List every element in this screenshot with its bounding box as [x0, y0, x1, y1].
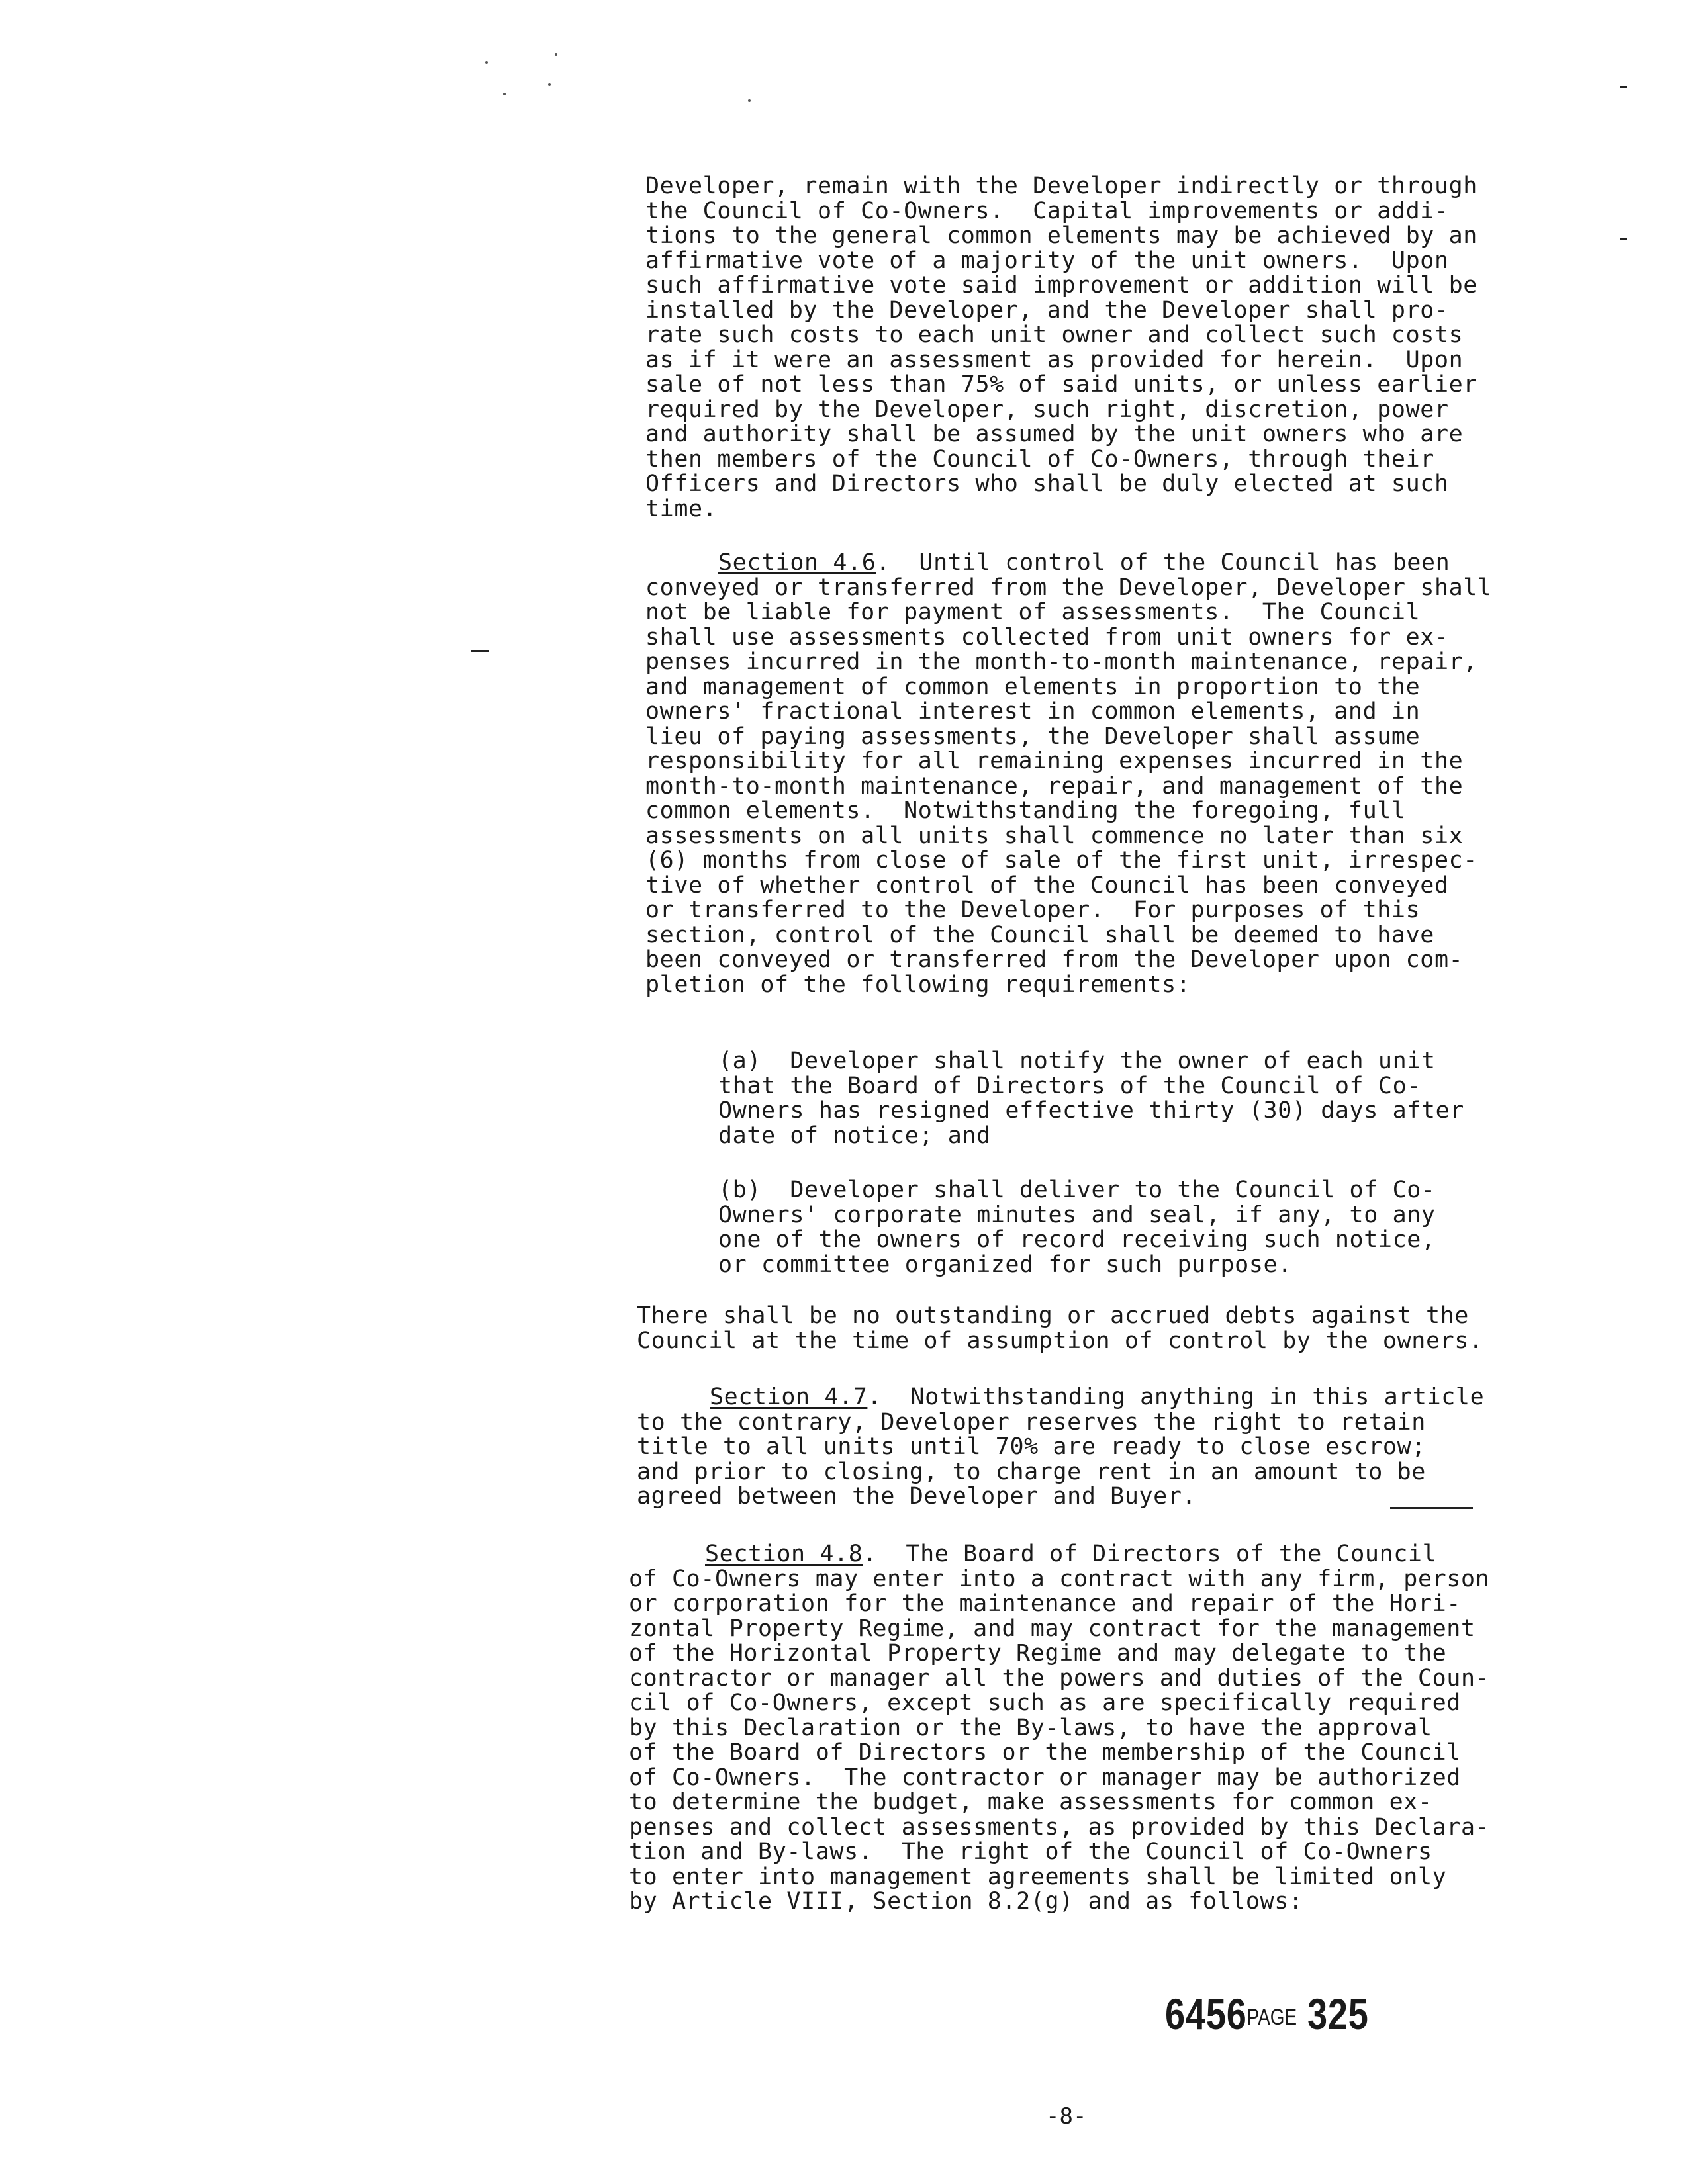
text-line: Owners has resigned effective thirty (30) days after	[718, 1097, 1464, 1124]
text-line: common elements. Notwithstanding the foregoing, full	[645, 797, 1406, 824]
text-line: (a) Developer shall notify the owner of each unit	[718, 1048, 1436, 1074]
text-line: (6) months from close of sale of the first unit, irrespec-	[645, 847, 1477, 874]
text-line: tion and By-laws. The right of the Council of Co-Owners	[629, 1839, 1432, 1865]
text-line: agreed between the Developer and Buyer.	[637, 1483, 1197, 1510]
section-4-5-continuation	[645, 174, 1559, 522]
text-line: date of notice; and	[718, 1122, 991, 1149]
text-line: or corporation for the maintenance and repair of the Hori-	[629, 1590, 1461, 1617]
scan-speck	[748, 99, 751, 102]
stamp-page: 325	[1307, 1989, 1369, 2038]
scan-speck	[485, 61, 488, 64]
text-line: pletion of the following requirements:	[645, 971, 1191, 998]
text-line: There shall be no outstanding or accrued debts against the	[637, 1302, 1469, 1329]
text-line: Council at the time of assumption of control by the owners.	[637, 1327, 1483, 1354]
text-line: required by the Developer, such right, discretion, power	[645, 396, 1449, 423]
margin-mark	[471, 650, 489, 652]
scan-speck	[555, 53, 557, 56]
margin-mark	[1620, 86, 1627, 88]
text-line	[645, 551, 1559, 576]
section-4-7	[637, 1385, 1550, 1510]
text-line: then members of the Council of Co-Owners, through their	[645, 445, 1434, 473]
text-line: the Council of Co-Owners. Capital improvements or addi-	[645, 197, 1449, 224]
text-line: Officers and Directors who shall be duly elected at such	[645, 471, 1449, 497]
section-heading: Section 4.6	[718, 549, 876, 576]
text-line: of the Board of Directors or the membership of the Council	[629, 1739, 1461, 1766]
text-line: as if it were an assessment as provided for herein. Upon	[645, 346, 1464, 373]
text-line: of Co-Owners may enter into a contract with any firm, person	[629, 1565, 1490, 1592]
text-line: or committee organized for such purpose.	[718, 1251, 1292, 1278]
recording-stamp	[1165, 1989, 1369, 2039]
text-line: cil of Co-Owners, except such as are specifically required	[629, 1690, 1461, 1716]
text-line: sale of not less than 75% of said units, or unless earlier	[645, 371, 1477, 398]
section-4-6	[645, 551, 1559, 997]
text-line: (b) Developer shall deliver to the Council of Co-	[718, 1177, 1436, 1203]
item-b	[718, 1178, 1566, 1277]
text-line: conveyed or transferred from the Developer, Developer shall	[645, 574, 1492, 601]
page-number: -8-	[1046, 2103, 1087, 2130]
text-line: rate such costs to each unit owner and collect such costs	[645, 322, 1464, 348]
text-line: or transferred to the Developer. For purposes of this	[645, 897, 1421, 923]
text-line: to enter into management agreements shall be limited only	[629, 1863, 1447, 1890]
text-line: such affirmative vote said improvement or addition will be	[645, 272, 1477, 298]
text-line: one of the owners of record receiving such notice,	[718, 1226, 1436, 1253]
item-a	[718, 1049, 1566, 1148]
text-line: of the Horizontal Property Regime and may delegate to the	[629, 1640, 1447, 1666]
section-4-8	[629, 1542, 1542, 1915]
section-4-6-closing	[637, 1304, 1550, 1353]
text-line: by Article VIII, Section 8.2(g) and as follows:	[629, 1888, 1303, 1915]
text-line: shall use assessments collected from unit owners for ex-	[645, 623, 1449, 651]
text-line: contractor or manager all the powers and duties of the Coun-	[629, 1664, 1490, 1692]
text-line: penses and collect assessments, as provided by this Declara-	[629, 1813, 1490, 1841]
text-line: and prior to closing, to charge rent in an amount to be	[637, 1458, 1426, 1485]
text-line: that the Board of Directors of the Council of Co-	[718, 1072, 1421, 1099]
text-line: affirmative vote of a majority of the unit owners. Upon	[645, 247, 1449, 274]
text-line: to determine the budget, make assessments for common ex-	[629, 1789, 1432, 1815]
section-heading: Section 4.7	[710, 1384, 868, 1410]
section-heading: Section 4.8	[705, 1541, 863, 1567]
text-line: time.	[645, 495, 718, 522]
text-line: section, control of the Council shall be deemed to have	[645, 921, 1434, 948]
text-line: by this Declaration or the By-laws, to have the approval	[629, 1714, 1432, 1741]
scan-speck	[503, 93, 506, 95]
margin-mark	[1620, 238, 1627, 240]
text-line: Owners' corporate minutes and seal, if any, to any	[718, 1201, 1436, 1228]
text-line: owners' fractional interest in common elements, and in	[645, 698, 1421, 725]
text-line	[637, 1385, 1550, 1410]
text-line: been conveyed or transferred from the Developer upon com-	[645, 946, 1464, 973]
scan-speck	[548, 83, 551, 86]
text-line: not be liable for payment of assessments. The Council	[645, 599, 1421, 625]
text-line: title to all units until 70% are ready to close escrow;	[637, 1433, 1426, 1460]
section-lead: . Notwithstanding anything in this article	[867, 1384, 1485, 1410]
text-line: tive of whether control of the Council has been conveyed	[645, 872, 1449, 899]
text-line: month-to-month maintenance, repair, and management of the	[645, 772, 1464, 799]
text-line: and authority shall be assumed by the unit owners who are	[645, 421, 1464, 447]
text-line: of Co-Owners. The contractor or manager may be authorized	[629, 1764, 1461, 1791]
text-line: zontal Property Regime, and may contract for the management	[629, 1615, 1476, 1642]
section-lead: . The Board of Directors of the Council	[863, 1541, 1437, 1567]
stamp-book: 6456	[1165, 1989, 1247, 2038]
text-line: installed by the Developer, and the Developer shall pro-	[645, 296, 1449, 324]
stamp-page-label: PAGE	[1246, 2005, 1297, 2030]
text-line: responsibility for all remaining expenses incurred in the	[645, 748, 1464, 774]
text-line: assessments on all units shall commence no later than six	[645, 822, 1464, 849]
text-line: Developer, remain with the Developer indirectly or through	[645, 173, 1477, 199]
section-lead: . Until control of the Council has been	[876, 549, 1450, 576]
text-line	[629, 1542, 1542, 1567]
text-line: and management of common elements in proportion to the	[645, 673, 1421, 700]
text-line: penses incurred in the month-to-month maintenance, repair,	[645, 649, 1477, 675]
text-line: tions to the general common elements may be achieved by an	[645, 222, 1477, 249]
text-line: lieu of paying assessments, the Developer shall assume	[645, 723, 1421, 750]
end-of-section-rule	[1390, 1507, 1473, 1509]
text-line: to the contrary, Developer reserves the right to retain	[637, 1408, 1426, 1435]
